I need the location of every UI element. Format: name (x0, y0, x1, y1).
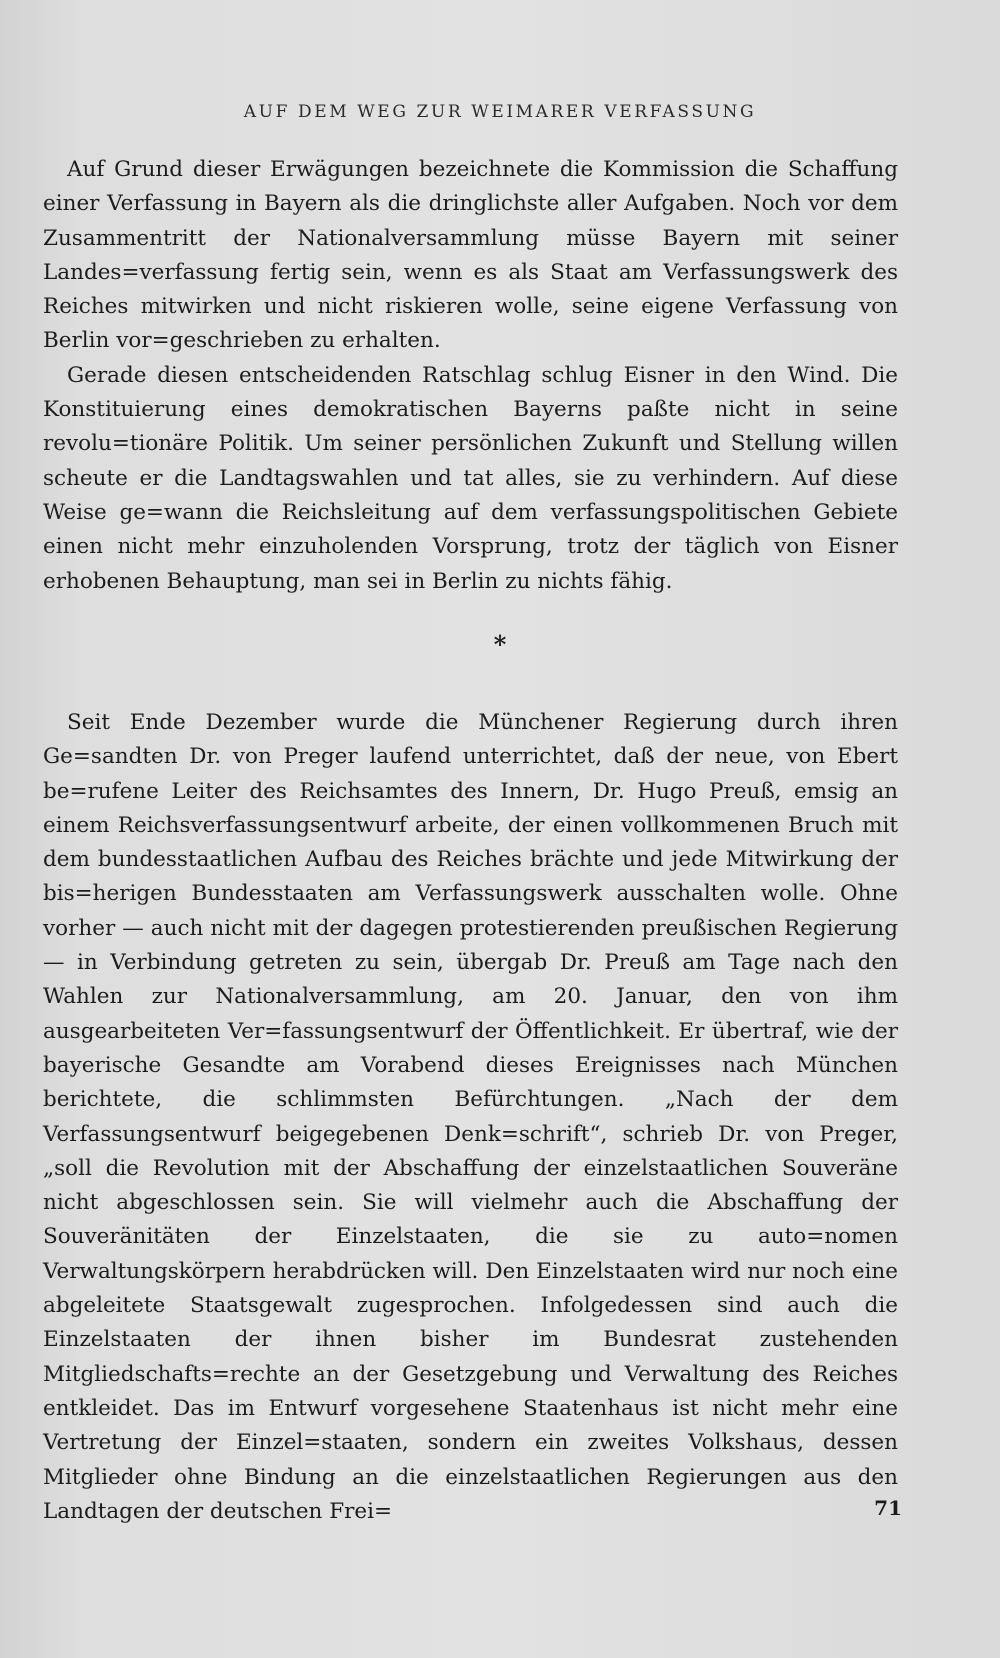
paragraph-2: Gerade diesen entscheidenden Ratschlag schlug Eisner in den Wind. Die Konstituierung eines demokratischen Bayerns paßte nicht in seine revolu=tionäre Politik. Um seiner persönlichen Zukunft und Stellung willen scheute er die Landtagswahlen und tat alles, sie zu verhindern. Auf diese Weise ge=wann die Reichsleitung auf dem verfassungspolitischen Gebiete einen nicht mehr einzuholenden Vorsprung, trotz der täglich von Eisner erhobenen Behauptung, man sei in Berlin zu nichts fähig. (43, 362, 898, 594)
paragraph-3: Seit Ende Dezember wurde die Münchener Regierung durch ihren Ge=sandten Dr. von Preger laufend unterrichtet, daß der neue, von Ebert be=rufene Leiter des Reichsamtes des Innern, Dr. Hugo Preuß, emsig an einem Reichsverfassungsentwurf arbeite, der einen vollkommenen Bruch mit dem bundesstaatlichen Aufbau des Reiches brächte und jede Mitwirkung der bis=herigen Bundesstaaten am Verfassungswerk ausschalten wolle. Ohne vorher — auch nicht mit der dagegen protestierenden preußischen Regierung — in Verbindung getreten zu sein, übergab Dr. Preuß am Tage nach den Wahlen zur Nationalversammlung, am 20. Januar, den von ihm ausgearbeiteten Ver=fassungsentwurf der Öffentlichkeit. Er übertraf, wie der bayerische Gesandte am Vorabend dieses Ereignisses nach München berichtete, die schlimmsten Befürchtungen. „Nach der dem Verfassungsentwurf beigegebenen Denk=schrift“, schrieb Dr. von Preger, „soll die Revolution mit der Abschaffung der einzelstaatlichen Souveräne nicht abgeschlossen sein. Sie will vielmehr auch die Abschaffung der Souveränitäten der Einzelstaaten, die sie zu auto=nomen Verwaltungskörpern herabdrücken will. Den Einzelstaaten wird nur noch eine abgeleitete Staatsgewalt zugesprochen. Infolgedessen sind auch die Einzelstaaten der ihnen bisher im Bundesrat zustehenden Mitgliedschafts=rechte an der Gesetzgebung und Verwaltung des Reiches entkleidet. Das im Entwurf vorgesehene Staatenhaus ist nicht mehr eine Vertretung der Einzel=staaten, sondern ein zweites Volkshaus, dessen Mitglieder ohne Bindung an die einzelstaatlichen Regierungen aus den Landtagen der deutschen Frei= (43, 710, 898, 1524)
paragraph-1: Auf Grund dieser Erwägungen bezeichnete die Kommission die Schaffung einer Verfassung in Bayern als die dringlichste aller Aufgaben. Noch vor dem Zusammentritt der Nationalversammlung müsse Bayern mit seiner Landes=verfassung fertig sein, wenn es als Staat am Verfassungswerk des Reiches mitwirken und nicht riskieren wolle, seine eigene Verfassung von Berlin vor=geschrieben zu erhalten. (43, 157, 898, 354)
page-number: 71 (874, 1496, 902, 1520)
section-break-asterisk: * (493, 630, 507, 659)
text-block-upper (43, 153, 898, 599)
text-block-lower (43, 706, 898, 1529)
running-head: AUF DEM WEG ZUR WEIMARER VERFASSUNG (243, 102, 757, 122)
